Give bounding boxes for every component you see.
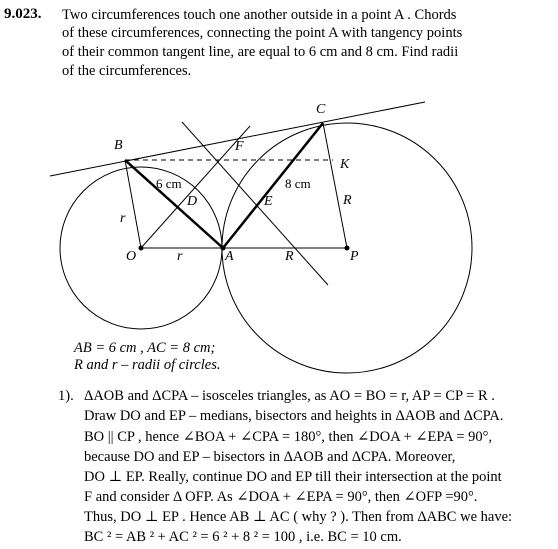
label-f: F bbox=[235, 139, 244, 154]
given-line-1: AB = 6 cm , AC = 8 cm; bbox=[74, 340, 216, 356]
label-ab-length: 6 cm bbox=[156, 176, 182, 191]
problem-number: 9.023. bbox=[4, 6, 42, 22]
label-d: D bbox=[187, 194, 198, 209]
problem-text-line-2: of these circumferences, connecting the point A with tangency points bbox=[62, 25, 463, 41]
point-o-dot bbox=[139, 246, 144, 251]
solution-line-7: Thus, DO ⊥ EP . Hence AB ⊥ AC ( why ? ). Then from ΔABC we have: bbox=[84, 509, 513, 525]
solution-line-2: Draw DO and EP – medians, bisectors and heights in ΔAOB and ΔCPA. bbox=[84, 408, 504, 424]
label-r-left: r bbox=[120, 211, 126, 226]
label-R-bottom: R bbox=[285, 249, 294, 264]
label-p: P bbox=[350, 249, 359, 264]
label-ac-length: 8 cm bbox=[285, 176, 311, 191]
point-p-dot bbox=[345, 246, 350, 251]
label-r-bottom: r bbox=[177, 249, 183, 264]
solution-line-1: ΔAOB and ΔCPA – isosceles triangles, as AO = BO = r, AP = CP = R . bbox=[84, 388, 495, 404]
solution-line-8: BC ² = AB ² + AC ² = 6 ² + 8 ² = 100 , i.e. BC = 10 cm. bbox=[84, 529, 402, 545]
label-c: C bbox=[316, 102, 326, 117]
solution-step-number: 1). bbox=[58, 388, 74, 404]
label-R-right: R bbox=[343, 193, 352, 208]
label-b: B bbox=[114, 138, 123, 153]
problem-text-line-1: Two circumferences touch one another outside in a point A . Chords bbox=[62, 7, 457, 23]
label-o: O bbox=[126, 249, 137, 264]
label-a: A bbox=[225, 249, 234, 264]
segment-cp bbox=[323, 123, 347, 248]
label-k: K bbox=[340, 157, 350, 172]
problem-text-line-3: of their common tangent line, are equal to 6 cm and 8 cm. Find radii bbox=[62, 44, 459, 60]
problem-text-line-4: of the circumferences. bbox=[62, 63, 192, 79]
given-line-2: R and r – radii of circles. bbox=[74, 357, 221, 373]
solution-line-4: because DO and EP – bisectors in ΔAOB and ΔCPA. Moreover, bbox=[84, 449, 456, 465]
label-e: E bbox=[264, 194, 273, 209]
solution-line-5: DO ⊥ EP. Really, continue DO and EP till their intersection at the point bbox=[84, 469, 502, 485]
line-ba-extension bbox=[182, 122, 328, 285]
solution-line-6: F and consider Δ OFP. As ∠DOA + ∠EPA = 90°, then ∠OFP =90°. bbox=[84, 489, 478, 505]
solution-line-3: BO || CP , hence ∠BOA + ∠CPA = 180°, then ∠DOA + ∠EPA = 90°, bbox=[84, 429, 493, 445]
